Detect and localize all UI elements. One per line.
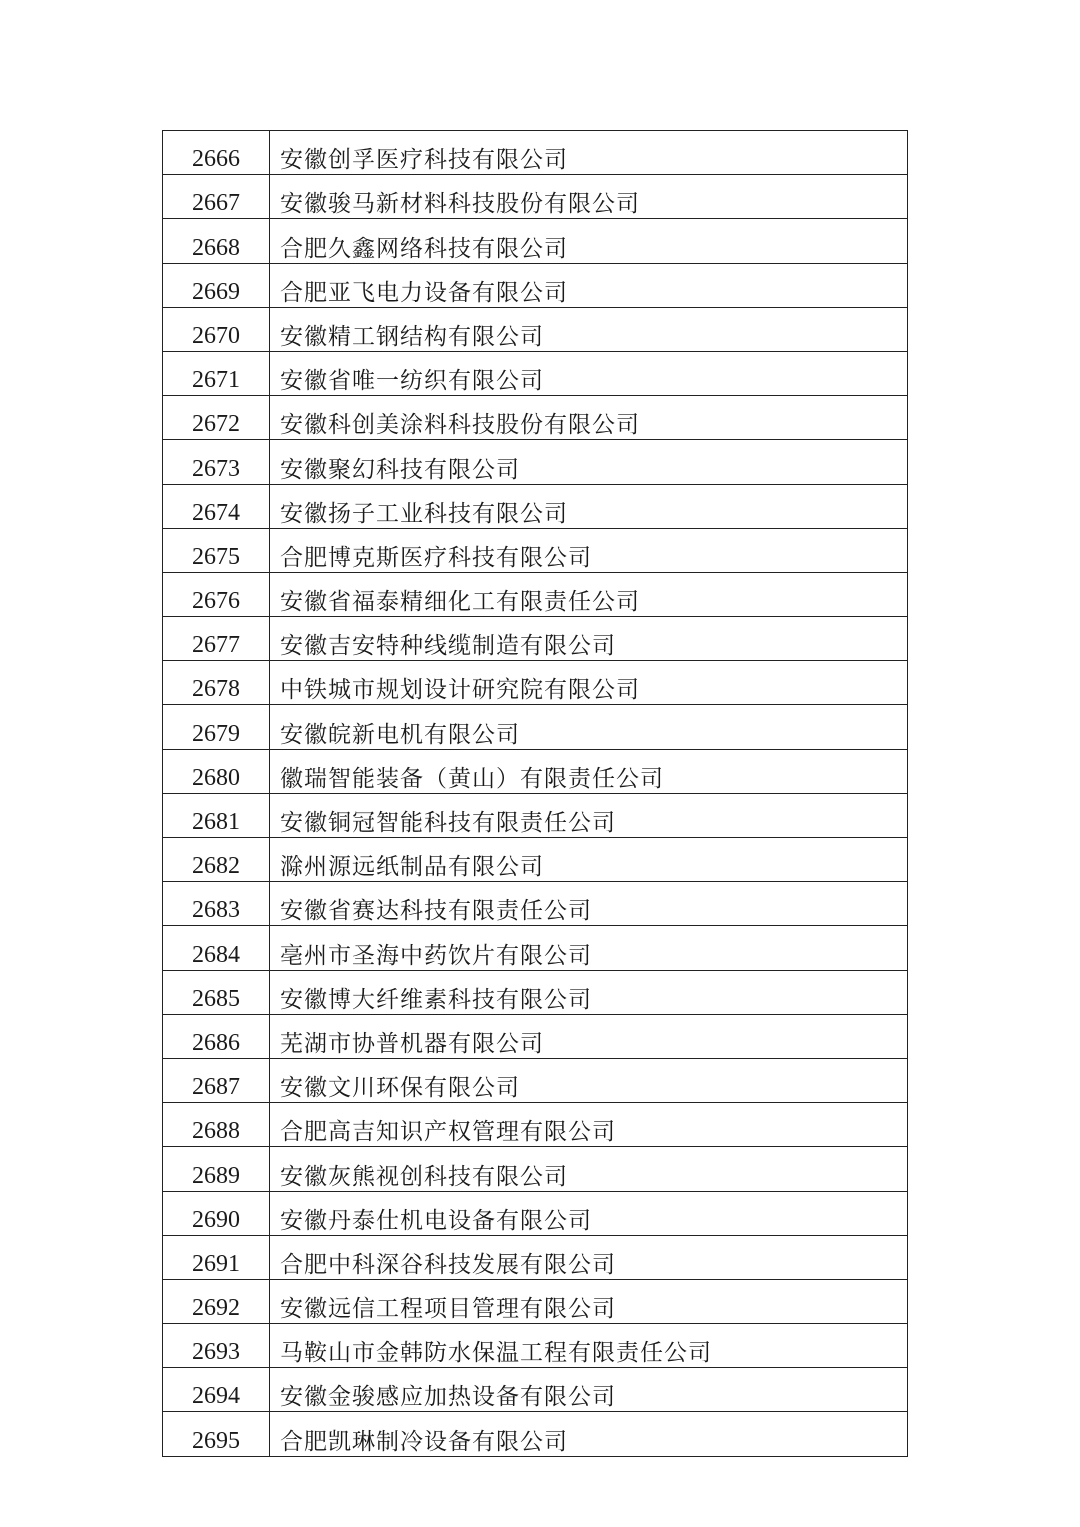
company-name: 中铁城市规划设计研究院有限公司 [270,661,908,705]
company-list-body [163,131,908,1457]
company-name: 安徽省福泰精细化工有限责任公司 [270,572,908,616]
company-name: 安徽文川环保有限公司 [270,1058,908,1102]
row-number: 2668 [163,219,270,263]
company-name: 合肥凯琳制冷设备有限公司 [270,1412,908,1456]
table-row [163,1103,908,1147]
table-row [163,705,908,749]
row-number: 2693 [163,1324,270,1368]
table-row [163,131,908,175]
table-row [163,1412,908,1456]
row-number: 2680 [163,749,270,793]
company-name: 合肥博克斯医疗科技有限公司 [270,528,908,572]
table-row [163,1235,908,1279]
row-number: 2675 [163,528,270,572]
table-row [163,440,908,484]
table-row [163,219,908,263]
row-number: 2691 [163,1235,270,1279]
row-number: 2695 [163,1412,270,1456]
company-name: 安徽省赛达科技有限责任公司 [270,882,908,926]
company-name: 安徽金骏感应加热设备有限公司 [270,1368,908,1412]
company-name: 安徽科创美涂料科技股份有限公司 [270,396,908,440]
table-row [163,528,908,572]
row-number: 2667 [163,175,270,219]
company-name: 滁州源远纸制品有限公司 [270,838,908,882]
table-row [163,926,908,970]
company-list-table [162,130,908,1457]
row-number: 2674 [163,484,270,528]
table-row [163,1368,908,1412]
company-name: 安徽铜冠智能科技有限责任公司 [270,793,908,837]
company-name: 合肥中科深谷科技发展有限公司 [270,1235,908,1279]
table-row [163,175,908,219]
table-row [163,970,908,1014]
company-name: 安徽灰熊视创科技有限公司 [270,1147,908,1191]
row-number: 2671 [163,351,270,395]
table-row [163,484,908,528]
row-number: 2683 [163,882,270,926]
row-number: 2678 [163,661,270,705]
row-number: 2684 [163,926,270,970]
table-row [163,1324,908,1368]
company-name: 安徽精工钢结构有限公司 [270,307,908,351]
row-number: 2673 [163,440,270,484]
table-row [163,882,908,926]
row-number: 2688 [163,1103,270,1147]
table-row [163,263,908,307]
company-name: 安徽创孚医疗科技有限公司 [270,131,908,175]
company-name: 亳州市圣海中药饮片有限公司 [270,926,908,970]
company-name: 安徽扬子工业科技有限公司 [270,484,908,528]
table-row [163,838,908,882]
company-name: 徽瑞智能装备（黄山）有限责任公司 [270,749,908,793]
table-row [163,1058,908,1102]
company-name: 合肥亚飞电力设备有限公司 [270,263,908,307]
row-number: 2669 [163,263,270,307]
table-row [163,661,908,705]
company-name: 芜湖市协普机器有限公司 [270,1014,908,1058]
table-row [163,307,908,351]
table-row [163,1014,908,1058]
company-name: 合肥久鑫网络科技有限公司 [270,219,908,263]
row-number: 2679 [163,705,270,749]
row-number: 2670 [163,307,270,351]
table-row [163,1147,908,1191]
row-number: 2687 [163,1058,270,1102]
row-number: 2692 [163,1279,270,1323]
company-name: 安徽骏马新材料科技股份有限公司 [270,175,908,219]
company-name: 安徽丹泰仕机电设备有限公司 [270,1191,908,1235]
row-number: 2685 [163,970,270,1014]
company-name: 安徽聚幻科技有限公司 [270,440,908,484]
row-number: 2666 [163,131,270,175]
company-name: 安徽省唯一纺织有限公司 [270,351,908,395]
row-number: 2677 [163,617,270,661]
table-row [163,396,908,440]
table-row [163,793,908,837]
table-row [163,1191,908,1235]
table-row [163,1279,908,1323]
table-row [163,351,908,395]
row-number: 2689 [163,1147,270,1191]
company-name: 安徽皖新电机有限公司 [270,705,908,749]
row-number: 2682 [163,838,270,882]
company-name: 安徽博大纤维素科技有限公司 [270,970,908,1014]
row-number: 2676 [163,572,270,616]
company-name: 马鞍山市金韩防水保温工程有限责任公司 [270,1324,908,1368]
row-number: 2690 [163,1191,270,1235]
company-name: 合肥高吉知识产权管理有限公司 [270,1103,908,1147]
table-row [163,749,908,793]
row-number: 2672 [163,396,270,440]
row-number: 2686 [163,1014,270,1058]
table-row [163,617,908,661]
company-name: 安徽吉安特种线缆制造有限公司 [270,617,908,661]
company-name: 安徽远信工程项目管理有限公司 [270,1279,908,1323]
row-number: 2681 [163,793,270,837]
row-number: 2694 [163,1368,270,1412]
table-row [163,572,908,616]
